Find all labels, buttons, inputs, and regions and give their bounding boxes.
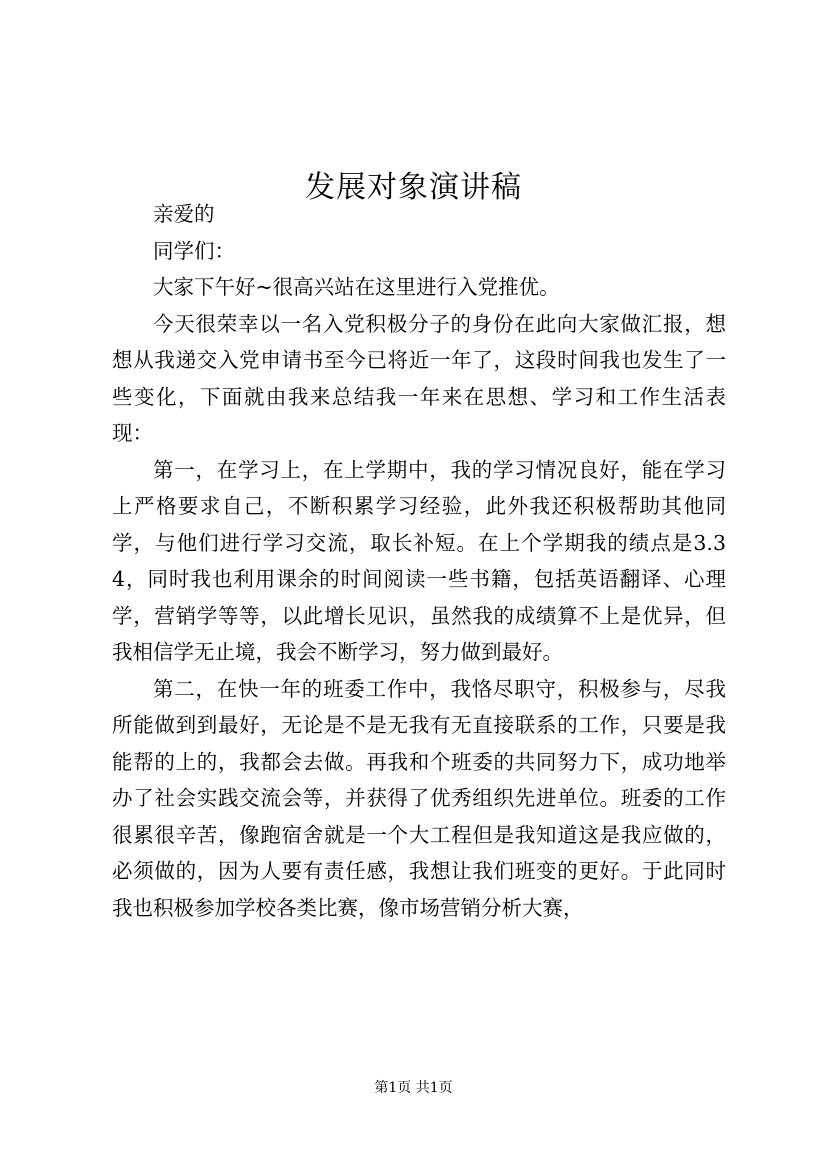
paragraph: 今天很荣幸以一名入党积极分子的身份在此向大家做汇报，想想从我递交入党申请书至今已将近一年了，这段时间我也发生了一些变化，下面就由我来总结我一年来在思想、学习和工作生活表现： — [112, 311, 726, 445]
paragraph: 第二，在快一年的班委工作中，我恪尽职守，积极参与，尽我所能做到到最好，无论是不是无我有无直接联系的工作，只要是我能帮的上的，我都会去做。再我和个班委的共同努力下，成功地举办了社会实践交流会等，并获得了优秀组织先进单位。班委的工作很累很辛苦，像跑宿舍就是一个大工程但是我知道这是我应做的，必须做的，因为人要有责任感，我想让我们班变的更好。于此同时我也积极参加学校各类比赛，像市场营销分析大赛， — [112, 676, 726, 920]
paragraph: 亲爱的 — [153, 202, 215, 226]
paragraph: 大家下午好~很高兴站在这里进行入党推优。 — [153, 275, 560, 299]
document-body — [112, 196, 726, 926]
paragraph: 同学们： — [153, 238, 235, 263]
paragraph: 第一，在学习上，在上学期中，我的学习情况良好，能在学习上严格要求自己，不断积累学习经验，此外我还积极帮助其他同学，与他们进行学习交流，取长补短。在上个学期我的绩点是3.34，同时我也利用课余的时间阅读一些书籍，包括英语翻译、心理学，营销学等等，以此增长见识，虽然我的成绩算不上是优异，但我相信学无止境，我会不断学习，努力做到最好。 — [112, 457, 726, 664]
page-title: 发展对象演讲稿 — [305, 170, 522, 206]
page-footer: 第1页 共1页 — [374, 1080, 453, 1096]
